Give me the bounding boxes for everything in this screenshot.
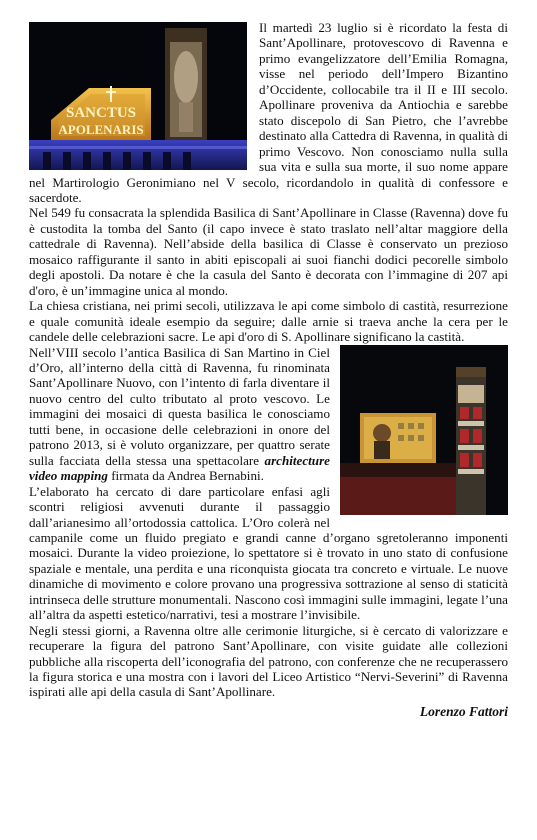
paragraph-bees-symbol: La chiesa cristiana, nei primi secoli, utilizzava le api come simbolo di castità, resurrezione e quale comunità ideale esempio da seguire; dalle arnie si traeva anche la cera per le candele delle celebrazioni sacre. Le api d'oro di S. Apollinare significano la castità. — [29, 298, 508, 345]
paragraph-events: Negli stessi giorni, a Ravenna oltre alle cerimonie liturgiche, si è cercato di valorizzare e recuperare la figura del patrono Sant’Apollinare, con visite guidate alle collezioni pubbliche alla riscoperta dell’iconografia del patrono, con conferenze che ne recuperassero la figura storica e una mostra con i lavori del Liceo Artistico “Nervi-Severini” di Ravenna ispirati alle api della casula di Sant’Apollinare. — [29, 622, 508, 700]
paragraph-basilica-classe: Nel 549 fu consacrata la splendida Basilica di Sant’Apollinare in Classe (Ravenna) dove fu è custodita la tomba del Santo (il capo invece è stato traslato nell’altar maggiore della cattedrale di Ravenna). Nell’abside della basilica di Classe è conservato un prezioso mosaico raffigurante il santo in abiti episcopali ai suoi fianchi dodici pecorelle simbolo degli apostoli. Da notare è che la casula del Santo è decorata con l’immagine di 207 api d'oro, è un’immagine unica al mondo. — [29, 205, 508, 298]
paragraph-elaborato: L’elaborato ha cercato di dare particolare enfasi agli scontri religiosi avvenuti durante il passaggio dall’arianesimo all’ortodossia cattolica. L’Oro colerà nel campanile come un fluido pregiato e grandi canne d’organo sgretoleranno imponenti mosaici. Durante la video proiezione, lo spettatore si è trovato in uno stato di confusione spaziale e mentale, una perdita e una riconquista giocata tra concreto e virtuale. Le nuove dinamiche di movimento e colore provano una progressiva sottrazione al senso di staticità intrinseca delle strutture monumentali. Nascono così immagini sulle immagini, legate l’una all’altra da aspetti estetico/narrativi, tesi a mostrare l’invisibile. — [29, 483, 508, 623]
video-mapping-text-after: firmata da Andrea Bernabini. — [107, 468, 264, 484]
video-mapping-emphasis: architecture video mapping — [29, 452, 330, 484]
facade-projection-image — [29, 22, 247, 170]
projection-photo-facade — [29, 22, 247, 170]
author-signature: Lorenzo Fattori — [419, 704, 508, 719]
video-mapping-text-before: Nell’VIII secolo l’antica Basilica di San Martino in Ciel d’Oro, all’interno della città di Ravenna, fu rinominata Sant’Apollinare Nuovo, con l’intento di farla diventare il nuovo centro del culto tributato al proto vescovo. Le immagini dei mosaici di questa basilica le conosciamo tutti bene, in occasione delle celebrazioni in onore del patrono 2013, si è voluto organizzare, per quattro serate sulla facciata della stessa una spettacolare — [29, 344, 330, 468]
tower-projection-image — [340, 345, 508, 515]
paragraph-intro: Il martedì 23 luglio si è ricordato la festa di Sant’Apollinare, protovescovo di Ravenna e primo evangelizzatore dell’Emilia Romagna, visse nel periodo dell’Impero Bizantino d’Occidente, collocabile tra il II e III secolo. Apollinare proveniva da Antiochia e sarebbe stato discepolo di San Pietro, che l’avrebbe destinato alla Cattedra di Ravenna, in qualità di primo Vescovo. Non conosciamo nulla sulla sua vita e sulla sua morte, il suo nome appare nel Martirologio Geronimiano nel V secolo, ricordandolo in qualità di confessore e sacerdote. — [29, 20, 508, 205]
article-page — [29, 20, 508, 719]
facade-text-sanctus: SANCTUS — [65, 105, 137, 121]
projection-photo-tower — [340, 345, 508, 515]
facade-text-apolenaris: APOLENARIS — [58, 122, 144, 137]
